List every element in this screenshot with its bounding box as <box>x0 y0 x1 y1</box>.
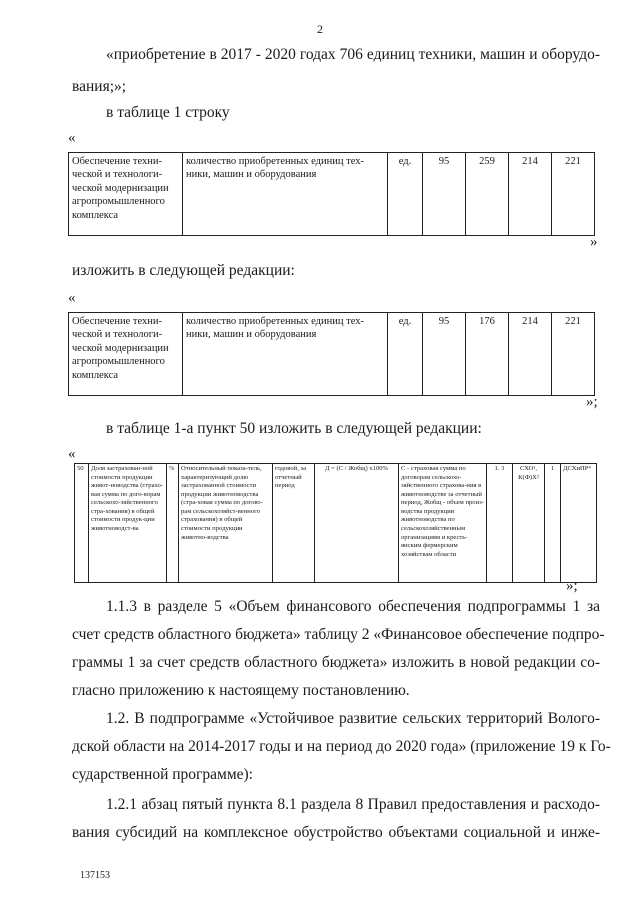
cell-value-2020: 221 <box>552 313 595 396</box>
table-row <box>69 153 595 236</box>
close-quote-semicolon-2: »; <box>586 394 598 410</box>
section-1-1-3-line-3: граммы 1 за счет средств областного бюджета» изложить в новой редакции со- <box>72 654 600 671</box>
cell-indicator: количество приобретенных единиц тех-ники, машин и оборудования <box>183 153 388 236</box>
cell-unit: % <box>167 464 179 583</box>
page-number: 2 <box>317 22 323 36</box>
section-1-1-3-line-2: счет средств областного бюджета» таблицу 2 «Финансовое обеспечение подпро- <box>72 626 605 643</box>
section-1-2-1-line-2: вания субсидий на комплексное обустройство объектами социальной и инже- <box>72 824 600 841</box>
close-quote-semicolon-3: »; <box>566 578 578 594</box>
cell-value-2019: 214 <box>509 153 552 236</box>
cell-periodicity: годовой, за отчетный период <box>273 464 315 583</box>
para-top-line-1: «приобретение в 2017 - 2020 годах 706 единиц техники, машин и оборудо- <box>106 46 600 63</box>
cell-value-2018: 259 <box>466 153 509 236</box>
table-new-row <box>68 312 595 396</box>
cell-value-2018: 176 <box>466 313 509 396</box>
cell-indicator-name: Доля застрахован-ной стоимости продукции живот-новодства (страхо-вая сумма по дого-ворам сельскохо-зяйственного стра-хования) в общей стоимости продук-ции животноводст-ва <box>89 464 167 583</box>
section-1-2-1-line-1: 1.2.1 абзац пятый пункта 8.1 раздела 8 Правил предоставления и расходо- <box>106 796 600 813</box>
cell-unit: ед. <box>388 153 423 236</box>
close-quote-1: » <box>590 234 598 250</box>
table1-label: в таблице 1 строку <box>106 104 230 121</box>
table-row <box>75 464 597 583</box>
cell-number: 50 <box>75 464 89 583</box>
open-quote-2: « <box>68 290 76 306</box>
section-1-1-3-line-4: гласно приложению к настоящему постановлению. <box>72 682 410 699</box>
cell-value-2020: 221 <box>552 153 595 236</box>
cell-goal: Обеспечение техни-ческой и технологи-ческой модернизации агропромышленного комплекса <box>69 313 183 396</box>
open-quote-3: « <box>68 446 76 462</box>
cell-value-2019: 214 <box>509 313 552 396</box>
document-code: 137153 <box>80 870 110 881</box>
table-old-row <box>68 152 595 236</box>
cell-method: 1. 3 <box>487 464 513 583</box>
cell-formula-description: С - страховая сумма по договорам сельскохо-зяйственного страхова-ния в животноводстве за отчетный период, Жобщ - объем произ-водства продукции животноводства по сельскохозяйственным организациям и кресть-янским фермерским хозяйствам области <box>399 464 487 583</box>
cell-responsible: ДСХиПР⁴ <box>561 464 597 583</box>
table3-label: в таблице 1-а пункт 50 изложить в следующей редакции: <box>106 420 482 437</box>
table-row <box>69 313 595 396</box>
open-quote-1: « <box>68 130 76 146</box>
cell-definition: Относительный показа-тель, характеризующий долю застрахованной стоимости продукции животноводства (стра-ховая сумма по догово-рам сельскохозяйст-венного страхования) в общей стоимости продукции животно-водства <box>179 464 273 583</box>
cell-unit: ед. <box>388 313 423 396</box>
cell-goal: Обеспечение техни-ческой и технологи-ческой модернизации агропромышленного комплекса <box>69 153 183 236</box>
section-1-2-line-3: сударственной программе): <box>72 766 253 783</box>
section-1-1-3-line-1: 1.1.3 в разделе 5 «Объем финансового обеспечения подпрограммы 1 за <box>106 598 600 615</box>
cell-indicator: количество приобретенных единиц тех-ники, машин и оборудования <box>183 313 388 396</box>
cell-observation-unit: СХО¹, К(Ф)Х² <box>513 464 545 583</box>
para-top-line-2: вания;»; <box>72 78 127 95</box>
cell-coverage: 1 <box>545 464 561 583</box>
table-indicator-50 <box>74 463 597 583</box>
cell-value-2017: 95 <box>423 153 466 236</box>
cell-value-2017: 95 <box>423 313 466 396</box>
cell-formula: Д = (С / Жобщ) х100% <box>315 464 399 583</box>
section-1-2-line-1: 1.2. В подпрограмме «Устойчивое развитие сельских территорий Волого- <box>106 710 600 727</box>
replace-label: изложить в следующей редакции: <box>72 262 295 279</box>
section-1-2-line-2: дской области на 2014-2017 годы и на период до 2020 года» (приложение 19 к Го- <box>72 738 611 755</box>
